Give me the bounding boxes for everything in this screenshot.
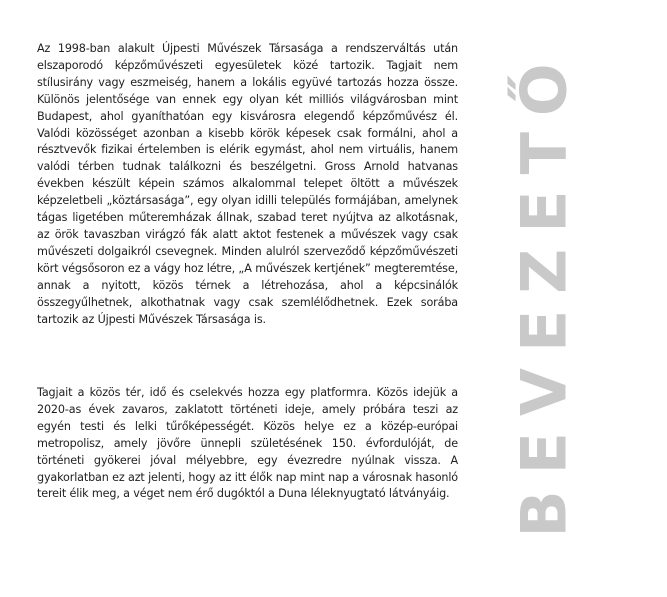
intro-paragraph-2: Tagjait a közös tér, idő és cselekvés hozza egy platformra. Közös idejük a 2020-as évek zavaros, zaklatott történeti ideje, amely próbára teszi az egyén testi és lelki tűrőképességét. Közös helye ez a közép-európai metropolisz, amely jövőre ünnepli születésének 150. évfordulóját, de történeti gyökerei jóval mélyebbre, egy évezredre nyúlnak vissza. A gyakorlatban ez azt jelenti, hogy az itt élők nap mint nap a városnak hasonló tereit élik meg, a véget nem érő dugóktól a Duna léleknyugtató látványáig. — [37, 386, 458, 501]
section-title: BEVEZETŐ — [507, 46, 581, 538]
intro-paragraph-1: Az 1998-ban alakult Újpesti Művészek Társasága a rendszerváltás után elszaporodó képzőművészeti egyesületek közé tartozik. Tagjait nem stílusirány vagy eszmeiség, hanem a lokális együvé tartozás hozza össze. Különös jelentősége van ennek egy olyan két milliós világvárosban mint Budapest, ahol gyaníthatóan egy kisvárosra elegendő képzőművész él. Valódi közösséget azonban a kisebb körök képesek csak formálni, ahol a résztvevők fizikai értelemben is elérik egymást, ahol nem virtuális, hanem valódi térben tudnak találkozni és beszélgetni. Gross Arnold hatvanas években készült képein számos alkalommal telepet öltött a művészek képzeletbeli „köztársasága”, egy olyan idilli település formájában, amelynek tágas ligetében műteremházak állnak, szabad teret nyújtva az alkotásnak, az örök tavaszban virágzó fák alatt aktot festenek a művészek vagy csak művészeti dolgaikról csevegnek. Minden alulról szerveződő képzőművészeti kört végsősoron ez a vágy hoz létre, „A művészek kertjének” megteremtése, annak a nyitott, közös térnek a létrehozása, ahol a képcsinálók összegyűlhetnek, alkothatnak vagy csak szemlélődhetnek. Ezek sorába tartozik az Újpesti Művészek Társasága is. — [37, 42, 458, 326]
section-title-container — [507, 46, 581, 538]
